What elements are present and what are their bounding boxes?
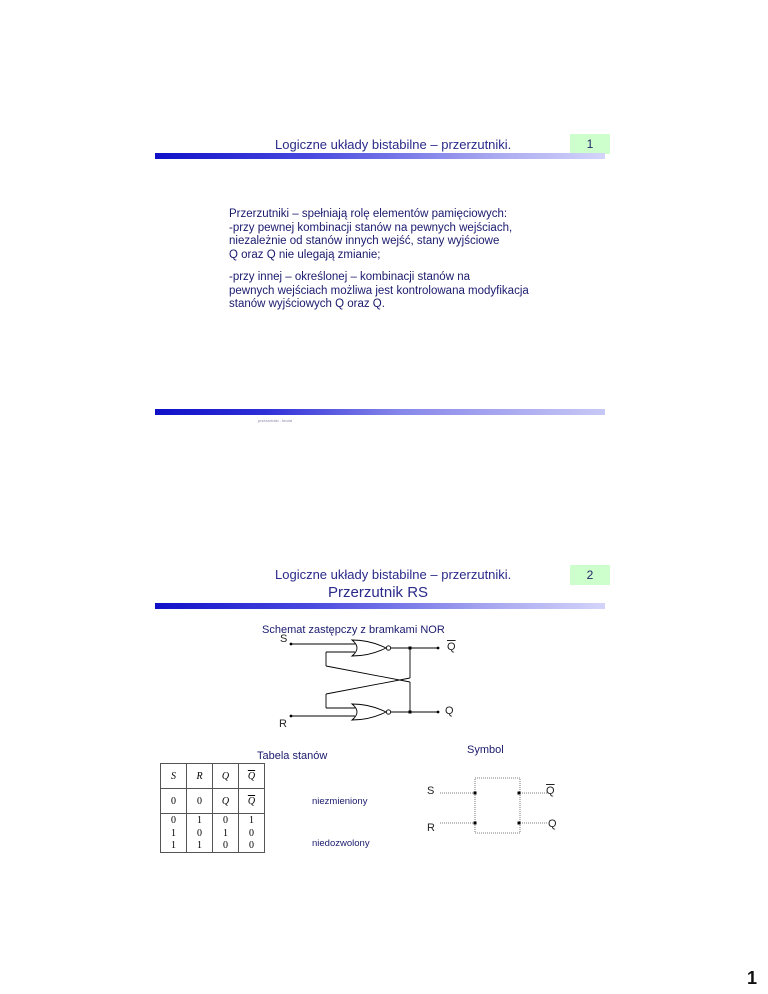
slide-1-title-bar [155, 153, 605, 159]
slide-2-title-bar [155, 603, 605, 609]
slide-2-title: Logiczne układy bistabilne – przerzutniki. [275, 567, 512, 582]
header-q-bar: $\overline{Q}$ [239, 764, 265, 789]
state-table [160, 763, 265, 853]
symbol-caption: Symbol [467, 744, 504, 756]
slide-1-paragraph-2: -przy innej – określonej – kombinacji stanów na pewnych wejściach możliwa jest kontrolowana modyfikacja stanów wyjściowych Q oraz Q. [229, 271, 529, 310]
symbol-label-q: Q [548, 818, 557, 830]
state-table-row-hold: 0 0 Q $\overline{Q}$ [161, 789, 265, 814]
state-table-row: 1 0 1 0 [161, 827, 265, 840]
slide-1-footer-bar [155, 409, 605, 415]
slide-1-title: Logiczne układy bistabilne – przerzutniki. [275, 137, 512, 152]
nor-schematic [270, 630, 470, 730]
state-table-header [161, 764, 265, 789]
note-hold: niezmieniony [312, 796, 368, 807]
symbol-label-r: R [427, 822, 435, 834]
slide-2-number-badge: 2 [570, 565, 610, 585]
slide-1-footer-text: przerzutniki - teoria [258, 418, 293, 423]
nor-gate-bottom [352, 704, 386, 720]
state-table-row: 1 1 0 0 [161, 840, 265, 853]
state-table-caption: Tabela stanów [257, 750, 328, 762]
state-table-row: 0 1 0 1 [161, 814, 265, 827]
schematic-label-q-bar: $\overline{Q}$ [447, 641, 456, 653]
slide-2-heading: Przerzutnik RS [328, 584, 429, 601]
header-r: R [187, 764, 213, 789]
rs-symbol-box [475, 778, 520, 833]
slide-1-paragraph-1: Przerzutniki – spełniają rolę elementów pamięciowych: -przy pewnej kombinacji stanów na pewnych wejściach, niezależnie od stanów innych wejść, stany wyjściowe Q oraz Q nie ulegają zmianie; [229, 208, 513, 261]
schematic-caption: Schemat zastępczy z bramkami NOR [262, 624, 445, 636]
slide-1-body [229, 208, 559, 321]
schematic-label-q: Q [445, 705, 454, 717]
schematic-label-s: S [280, 633, 288, 645]
slide-1-number-badge: 1 [570, 134, 610, 154]
header-q: Q [213, 764, 239, 789]
symbol-label-q-bar: $\overline{Q}$ [546, 785, 555, 797]
nor-gate-top [352, 640, 386, 656]
header-s: S [161, 764, 187, 789]
note-forbidden: niedozwolony [312, 838, 370, 849]
page-number: 1 [747, 968, 758, 988]
schematic-label-r: R [279, 718, 287, 730]
symbol-label-s: S [427, 785, 435, 797]
